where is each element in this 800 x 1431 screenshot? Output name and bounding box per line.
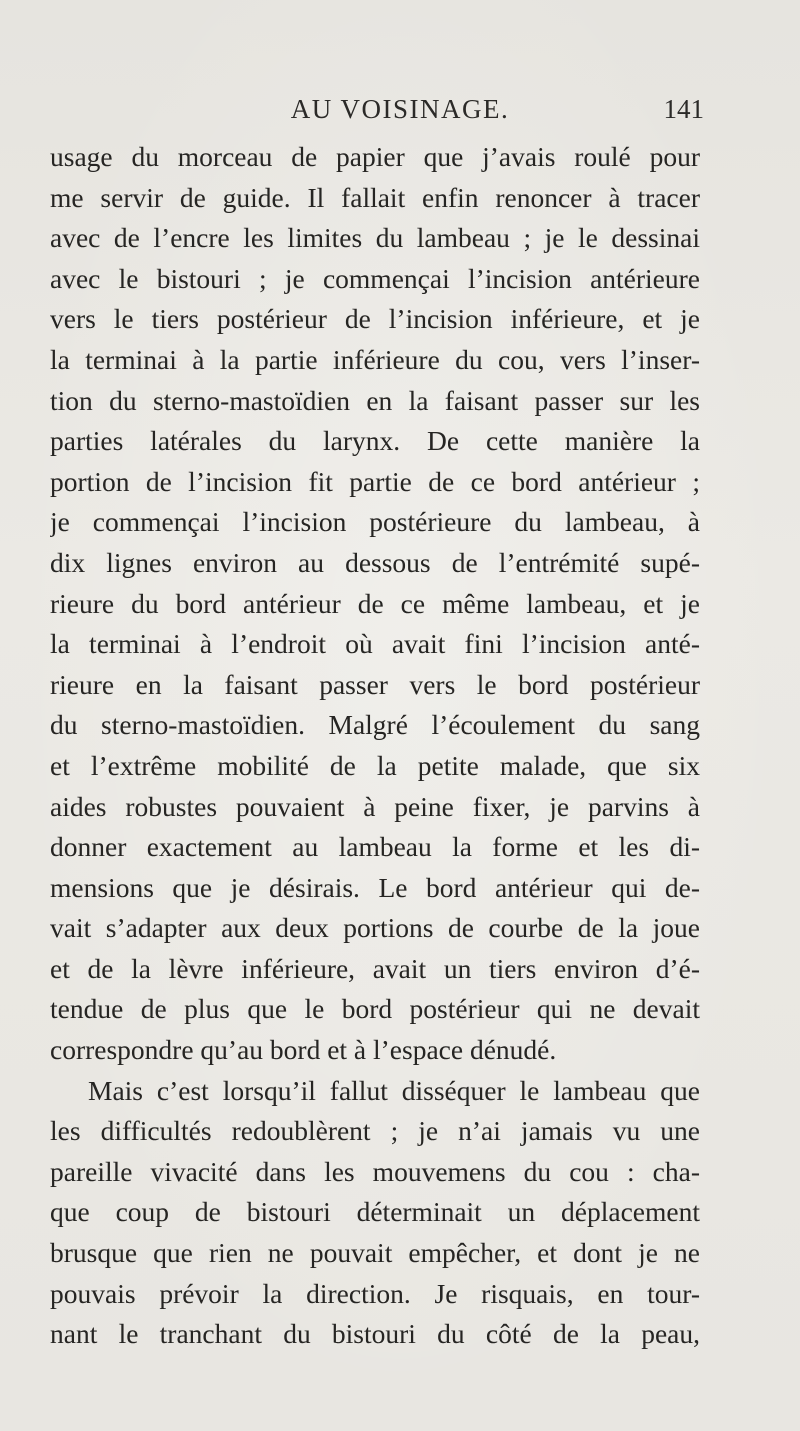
text-line: donner exactement au lambeau la forme et les di- [50, 831, 700, 863]
text-line: que coup de bistouri déterminait un déplacement [50, 1196, 700, 1228]
body-text [50, 137, 700, 1355]
text-line: tendue de plus que le bord postérieur qui ne devait [50, 993, 700, 1025]
text-line: parties latérales du larynx. De cette manière la [50, 425, 700, 457]
text-line: nant le tranchant du bistouri du côté de la peau, [50, 1318, 700, 1350]
text-line: rieure du bord antérieur de ce même lambeau, et je [50, 587, 700, 619]
text-line: mensions que je désirais. Le bord antérieur qui de- [50, 871, 700, 903]
text-line: aides robustes pouvaient à peine fixer, je parvins à [50, 790, 700, 822]
text-line: je commençai l’incision postérieure du lambeau, à [50, 506, 700, 538]
text-line: dix lignes environ au dessous de l’entrémité supé- [50, 546, 700, 578]
text-line: rieure en la faisant passer vers le bord postérieur [50, 668, 700, 700]
running-title: AU VOISINAGE. [290, 94, 510, 124]
text-line: avec de l’encre les limites du lambeau ; je le dessinai [50, 222, 700, 254]
paragraph-start-line: Mais c’est lorsqu’il fallut disséquer le lambeau que [88, 1074, 700, 1106]
text-line: du sterno-mastoïdien. Malgré l’écoulement du sang [50, 709, 700, 741]
text-line: portion de l’incision fit partie de ce bord antérieur ; [50, 465, 700, 497]
text-line: les difficultés redoublèrent ; je n’ai jamais vu une [50, 1115, 700, 1147]
paragraph-end-line: correspondre qu’au bord et à l’espace dénudé. [50, 1034, 557, 1066]
text-line: me servir de guide. Il fallait enfin renoncer à tracer [50, 181, 700, 213]
text-line: vait s’adapter aux deux portions de courbe de la joue [50, 912, 700, 944]
text-line: vers le tiers postérieur de l’incision inférieure, et je [50, 303, 700, 335]
text-line: la terminai à l’endroit où avait fini l’incision anté- [50, 628, 700, 660]
text-line: brusque que rien ne pouvait empêcher, et dont je ne [50, 1237, 700, 1269]
text-line: pouvais prévoir la direction. Je risquais, en tour- [50, 1277, 700, 1309]
text-line: usage du morceau de papier que j’avais roulé pour [50, 141, 700, 172]
running-head [0, 94, 800, 134]
text-line: tion du sterno-mastoïdien en la faisant passer sur les [50, 384, 700, 416]
text-line: la terminai à la partie inférieure du cou, vers l’inser- [50, 343, 700, 375]
text-line: pareille vivacité dans les mouvemens du cou : cha- [50, 1155, 700, 1187]
page-number: 141 [663, 94, 704, 124]
text-line: avec le bistouri ; je commençai l’incision antérieure [50, 262, 700, 294]
text-line: et l’extrême mobilité de la petite malade, que six [50, 749, 700, 781]
text-line: et de la lèvre inférieure, avait un tiers environ d’é- [50, 952, 700, 984]
